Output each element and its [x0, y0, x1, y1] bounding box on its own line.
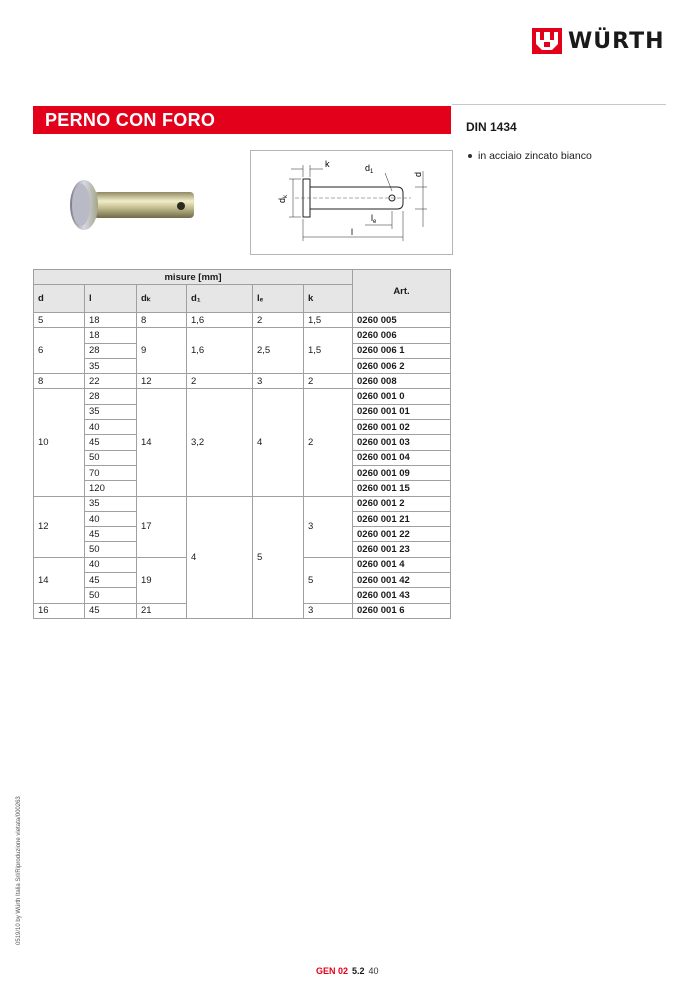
cell-l: 35: [85, 496, 137, 511]
dim-label-d1: $d_1$: [365, 163, 374, 175]
cell-l: 40: [85, 420, 137, 435]
cell-l: 50: [85, 450, 137, 465]
bullet-icon: [468, 154, 472, 158]
table-row: [34, 389, 451, 404]
col-header-d: d: [34, 285, 85, 313]
standard-label: DIN 1434: [466, 120, 517, 134]
cell-d: 10: [34, 389, 85, 496]
cell-art: 0260 001 23: [353, 542, 451, 557]
dim-label-k: k: [325, 159, 330, 169]
cell-le: 5: [253, 496, 304, 618]
cell-art: 0260 008: [353, 374, 451, 389]
cell-k: 2: [304, 389, 353, 496]
cell-l: 40: [85, 557, 137, 572]
cell-l: 40: [85, 511, 137, 526]
cell-k: 2: [304, 374, 353, 389]
cell-art: 0260 001 09: [353, 465, 451, 480]
copyright-note: 0519/10 by Würth Italia Srl/Riproduzione vietata/000263: [16, 796, 22, 945]
cell-l: 120: [85, 481, 137, 496]
cell-l: 45: [85, 603, 137, 618]
cell-d: 14: [34, 557, 85, 603]
cell-l: 50: [85, 542, 137, 557]
cell-l: 45: [85, 573, 137, 588]
catalog-code: GEN 02: [316, 966, 349, 976]
col-header-k: k: [304, 285, 353, 313]
cell-dk: 14: [137, 389, 187, 496]
cell-art: 0260 006 1: [353, 343, 451, 358]
cell-art: 0260 001 02: [353, 420, 451, 435]
cell-l: 18: [85, 328, 137, 343]
section-number: 5.2: [352, 966, 365, 976]
cell-d: 6: [34, 328, 85, 374]
cell-d1: 1,6: [187, 313, 253, 328]
group-header: misure [mm]: [34, 270, 353, 285]
cell-art: 0260 006: [353, 328, 451, 343]
cell-k: 5: [304, 557, 353, 603]
cell-art: 0260 001 42: [353, 573, 451, 588]
feature-text: in acciaio zincato bianco: [478, 150, 592, 162]
table-row: [34, 496, 451, 511]
header-rule: [452, 104, 666, 105]
cell-d1: 2: [187, 374, 253, 389]
cell-l: 35: [85, 404, 137, 419]
page-footer: [316, 966, 379, 976]
product-photo: [68, 178, 200, 243]
cell-art: 0260 005: [353, 313, 451, 328]
cell-l: 35: [85, 358, 137, 373]
cell-art: 0260 001 04: [353, 450, 451, 465]
table-row: [34, 313, 451, 328]
cell-k: 1,5: [304, 313, 353, 328]
product-title: PERNO CON FORO: [45, 110, 216, 130]
cell-d1: 3,2: [187, 389, 253, 496]
brand-name: WÜRTH: [568, 28, 665, 54]
cell-dk: 17: [137, 496, 187, 557]
cell-dk: 21: [137, 603, 187, 618]
cell-le: 2,5: [253, 328, 304, 374]
dim-label-l: l: [351, 227, 353, 237]
cell-k: 3: [304, 496, 353, 557]
cell-art: 0260 001 4: [353, 557, 451, 572]
cell-k: 1,5: [304, 328, 353, 374]
cell-l: 28: [85, 389, 137, 404]
cell-art: 0260 001 22: [353, 527, 451, 542]
cell-d: 16: [34, 603, 85, 618]
cell-art: 0260 001 15: [353, 481, 451, 496]
cell-art: 0260 001 6: [353, 603, 451, 618]
cell-le: 4: [253, 389, 304, 496]
art-header: Art.: [353, 270, 451, 313]
cell-art: 0260 001 21: [353, 511, 451, 526]
cell-art: 0260 001 2: [353, 496, 451, 511]
cell-le: 2: [253, 313, 304, 328]
cell-d: 12: [34, 496, 85, 557]
specification-table: [33, 269, 451, 619]
cell-l: 22: [85, 374, 137, 389]
col-header-dk: dₖ: [137, 285, 187, 313]
dim-label-le: $l_e$: [371, 213, 377, 225]
cell-l: 70: [85, 465, 137, 480]
cell-dk: 19: [137, 557, 187, 603]
cell-l: 45: [85, 435, 137, 450]
wurth-logo-icon: [532, 28, 562, 54]
cell-k: 3: [304, 603, 353, 618]
cell-art: 0260 001 01: [353, 404, 451, 419]
dim-label-d: d: [413, 171, 423, 177]
cell-art: 0260 001 0: [353, 389, 451, 404]
col-header-d1: d₁: [187, 285, 253, 313]
cell-art: 0260 006 2: [353, 358, 451, 373]
table-row: [34, 328, 451, 343]
cell-d1: 1,6: [187, 328, 253, 374]
feature-list-item: [468, 150, 592, 162]
col-header-l: l: [85, 285, 137, 313]
cell-le: 3: [253, 374, 304, 389]
cell-art: 0260 001 43: [353, 588, 451, 603]
dim-label-dk: $d_k$: [277, 194, 289, 203]
cell-l: 50: [85, 588, 137, 603]
table-row: [34, 374, 451, 389]
col-header-le: lₑ: [253, 285, 304, 313]
cell-l: 28: [85, 343, 137, 358]
cell-art: 0260 001 03: [353, 435, 451, 450]
cell-dk: 12: [137, 374, 187, 389]
technical-drawing: [250, 150, 453, 255]
cell-d1: 4: [187, 496, 253, 618]
brand-logo: [532, 28, 665, 54]
page-number: 40: [368, 966, 379, 976]
cell-dk: 9: [137, 328, 187, 374]
cell-d: 8: [34, 374, 85, 389]
cell-l: 18: [85, 313, 137, 328]
product-title-bar: [33, 106, 451, 134]
cell-l: 45: [85, 527, 137, 542]
cell-dk: 8: [137, 313, 187, 328]
cell-d: 5: [34, 313, 85, 328]
